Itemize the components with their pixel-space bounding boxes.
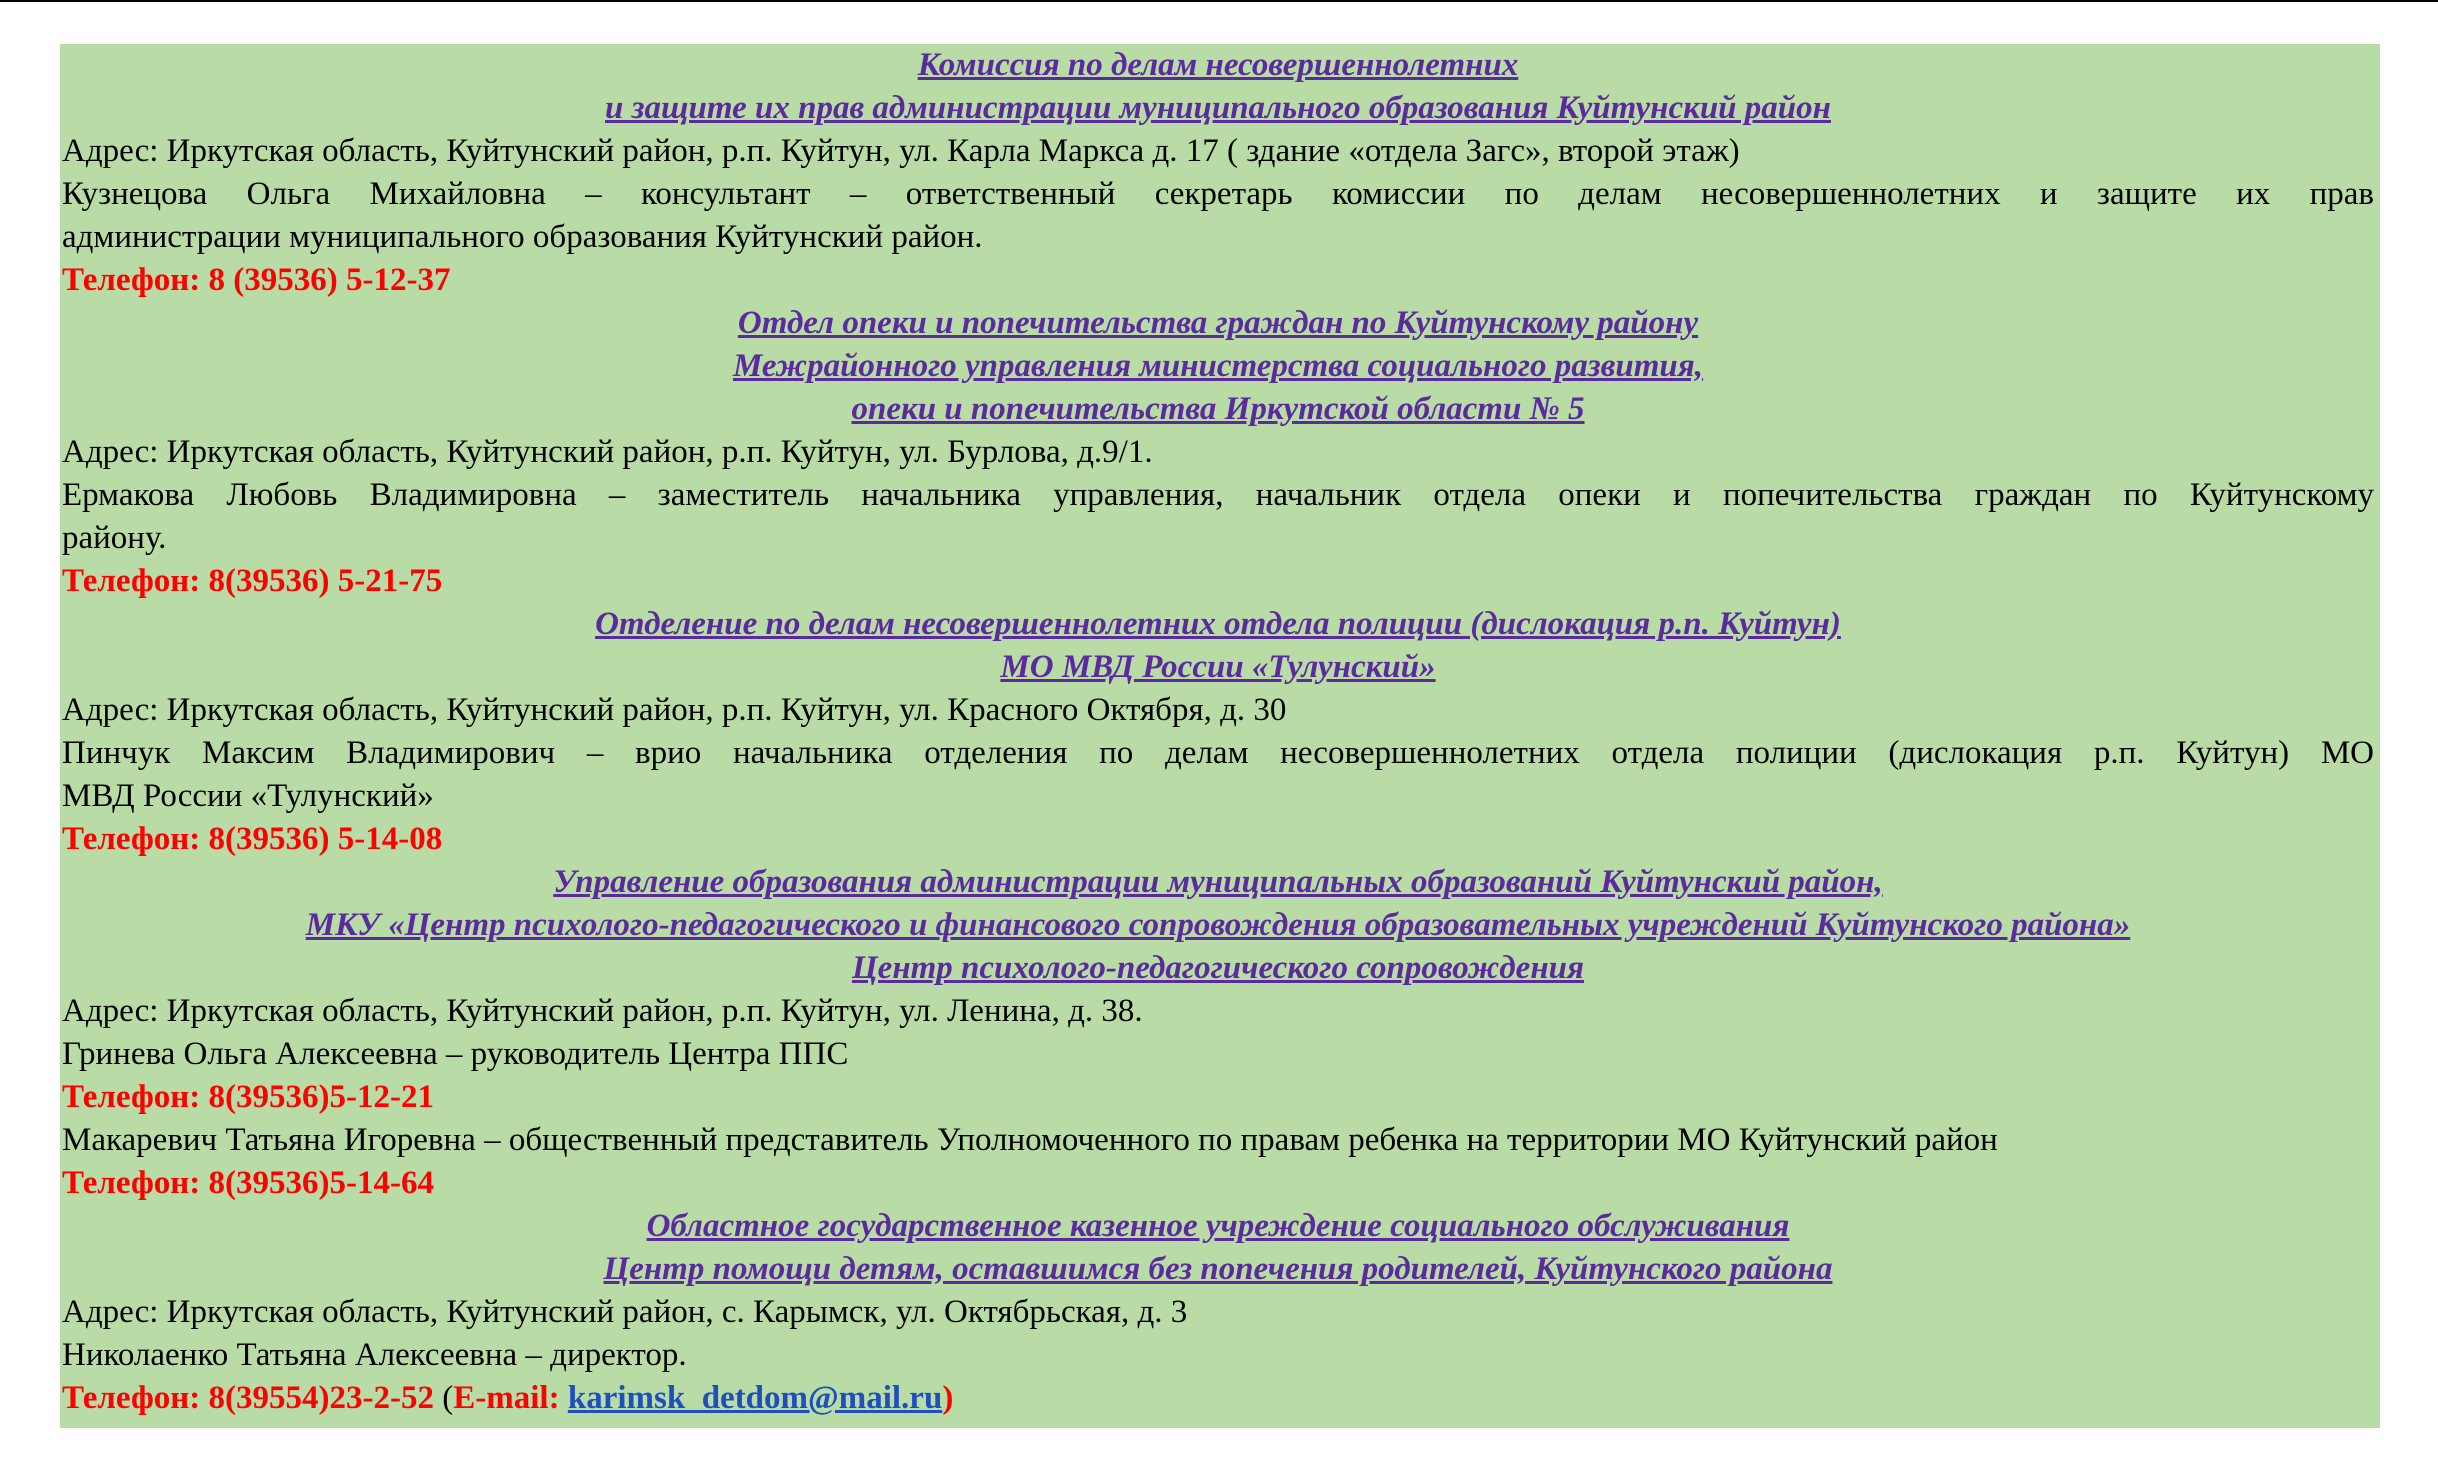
section-heading: Межрайонного управления министерства социального развития, bbox=[732, 348, 1704, 384]
email-label: E-mail: bbox=[453, 1380, 568, 1416]
contact-person: Пинчук Максим Владимирович – врио начальника отделения по делам несовершеннолетних отдела полиции (дислокация р.п. Куйтун) МО bbox=[62, 735, 2374, 771]
section-heading: Отдел опеки и попечительства граждан по Куйтунскому району bbox=[737, 305, 1699, 341]
top-border-line bbox=[0, 0, 2438, 2]
phone-line: Телефон: 8 (39536) 5-12-37 bbox=[62, 262, 451, 298]
phone-line: Телефон: 8(39536)5-14-64 bbox=[62, 1165, 435, 1201]
address-line: Адрес: Иркутская область, Куйтунский район, р.п. Куйтун, ул. Бурлова, д.9/1. bbox=[62, 434, 1153, 470]
section-heading: Управление образования администрации муниципальных образований Куйтунский район, bbox=[553, 864, 1883, 900]
phone-email-line bbox=[62, 1377, 2374, 1420]
phone-line: Телефон: 8(39536)5-12-21 bbox=[62, 1079, 435, 1115]
contact-person-cont: району. bbox=[62, 520, 167, 556]
contact-person-cont: администрации муниципального образования Куйтунский район. bbox=[62, 219, 983, 255]
section-heading: Центр психолого-педагогического сопровождения bbox=[852, 950, 1584, 986]
contact-person: Гринева Ольга Алексеевна – руководитель Центра ППС bbox=[62, 1036, 849, 1072]
contact-person: Николаенко Татьяна Алексеевна – директор. bbox=[62, 1337, 687, 1373]
contacts-panel bbox=[60, 44, 2380, 1428]
address-line: Адрес: Иркутская область, Куйтунский район, р.п. Куйтун, ул. Ленина, д. 38. bbox=[62, 993, 1143, 1029]
close-paren: ) bbox=[942, 1380, 954, 1416]
section-heading: Отделение по делам несовершеннолетних отдела полиции (дислокация р.п. Куйтун) bbox=[595, 606, 1841, 642]
contact-person-cont: МВД России «Тулунский» bbox=[62, 778, 434, 814]
section-heading: МО МВД России «Тулунский» bbox=[1000, 649, 1436, 685]
section-heading: МКУ «Центр психолого-педагогического и финансового сопровождения образовательных учреждений Куйтунского района» bbox=[305, 907, 2131, 943]
contact-person: Макаревич Татьяна Игоревна – общественный представитель Уполномоченного по правам ребенка на территории МО Куйтунский район bbox=[62, 1122, 1998, 1158]
address-line: Адрес: Иркутская область, Куйтунский район, р.п. Куйтун, ул. Красного Октября, д. 30 bbox=[62, 692, 1287, 728]
address-line: Адрес: Иркутская область, Куйтунский район, с. Карымск, ул. Октябрьская, д. 3 bbox=[62, 1294, 1188, 1330]
section-heading: и защите их прав администрации муниципального образования Куйтунский район bbox=[605, 90, 1831, 126]
open-paren: ( bbox=[434, 1380, 454, 1416]
address-line: Адрес: Иркутская область, Куйтунский район, р.п. Куйтун, ул. Карла Маркса д. 17 ( здание «отдела Загс», второй этаж) bbox=[62, 133, 1740, 169]
phone-number: Телефон: 8(39554)23-2-52 bbox=[62, 1380, 435, 1416]
contact-person: Ермакова Любовь Владимировна – заместитель начальника управления, начальник отдела опеки и попечительства граждан по Куйтунскому bbox=[62, 477, 2374, 513]
email-link[interactable]: karimsk_detdom@mail.ru bbox=[567, 1380, 943, 1416]
section-heading: опеки и попечительства Иркутской области № 5 bbox=[851, 391, 1585, 427]
phone-line: Телефон: 8(39536) 5-14-08 bbox=[62, 821, 443, 857]
contact-person: Кузнецова Ольга Михайловна – консультант – ответственный секретарь комиссии по делам несовершеннолетних и защите их прав bbox=[62, 176, 2374, 212]
section-heading: Комиссия по делам несовершеннолетних bbox=[917, 47, 1519, 83]
phone-line: Телефон: 8(39536) 5-21-75 bbox=[62, 563, 443, 599]
section-heading: Областное государственное казенное учреждение социального обслуживания bbox=[646, 1208, 1790, 1244]
section-heading: Центр помощи детям, оставшимся без попечения родителей, Куйтунского района bbox=[603, 1251, 1833, 1287]
